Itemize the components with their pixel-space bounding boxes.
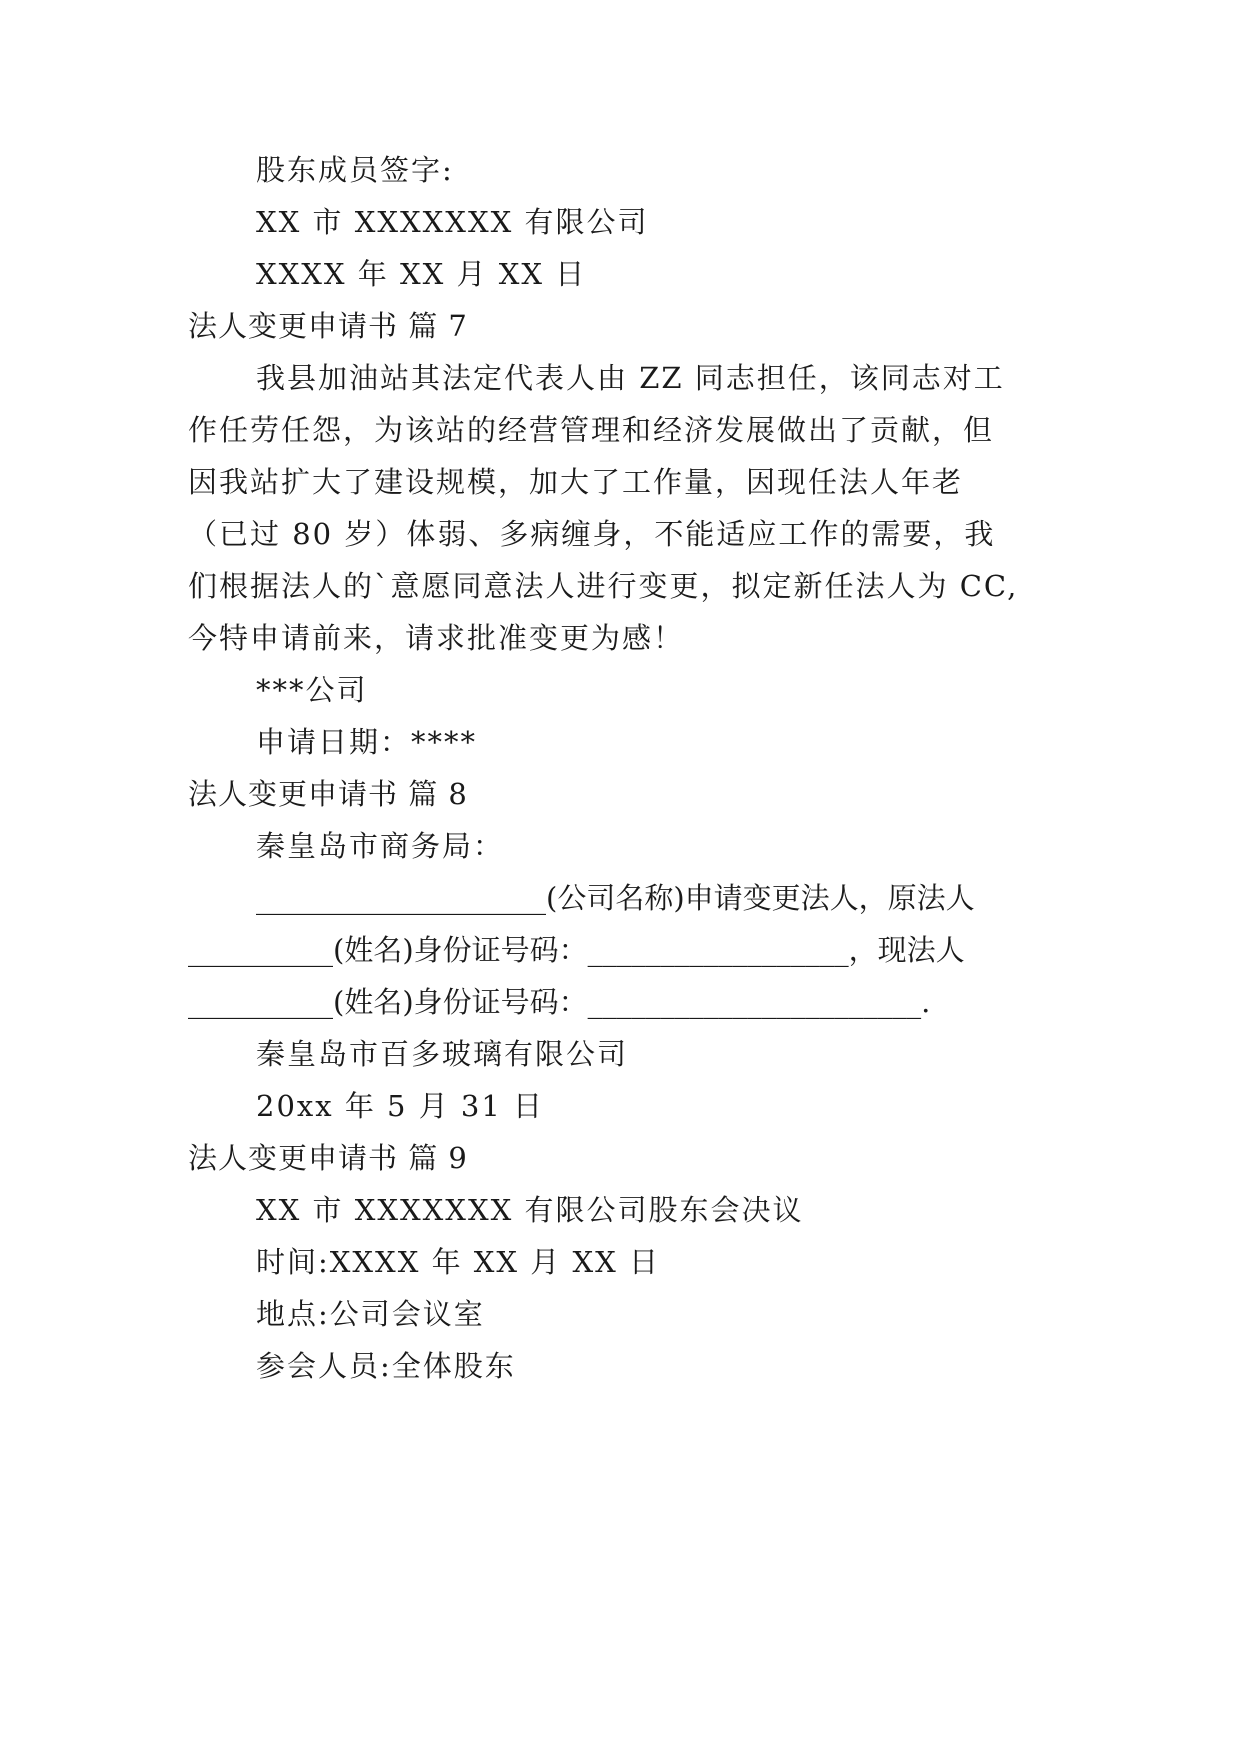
section-heading-9: 法人变更申请书 篇 9: [188, 1141, 468, 1175]
paragraph-line: （已过 80 岁）体弱、多病缠身，不能适应工作的需要，我: [188, 517, 996, 551]
paragraph-line: 因我站扩大了建设规模，加大了工作量，因现任法人年老: [188, 465, 964, 499]
company-name: ***公司: [256, 673, 368, 707]
form-line: __________(姓名)身份证号码：__________________，现法人: [188, 933, 965, 967]
paragraph-line: 我县加油站其法定代表人由 ZZ 同志担任，该同志对工: [256, 361, 1005, 395]
addressee: 秦皇岛市商务局：: [256, 829, 505, 863]
company-name: 秦皇岛市百多玻璃有限公司: [256, 1037, 629, 1071]
resolution-title: XX 市 XXXXXXX 有限公司股东会决议: [256, 1193, 804, 1227]
date-line: 20xx 年 5 月 31 日: [256, 1089, 545, 1123]
section-heading-7: 法人变更申请书 篇 7: [188, 309, 468, 343]
meeting-attendees: 参会人员:全体股东: [256, 1349, 516, 1383]
paragraph-line: 今特申请前来，请求批准变更为感！: [188, 621, 685, 655]
signature-label: 股东成员签字:: [256, 153, 454, 187]
form-line: __________(姓名)身份证号码：_______________________.: [188, 985, 931, 1019]
meeting-time: 时间:XXXX 年 XX 月 XX 日: [256, 1245, 661, 1279]
paragraph-line: 作任劳任怨，为该站的经营管理和经济发展做出了贡献，但: [188, 413, 995, 447]
date-line: XXXX 年 XX 月 XX 日: [256, 257, 587, 291]
application-date: 申请日期：****: [256, 725, 478, 759]
meeting-place: 地点:公司会议室: [256, 1297, 485, 1331]
form-line: ____________________(公司名称)申请变更法人，原法人: [256, 881, 975, 915]
section-heading-8: 法人变更申请书 篇 8: [188, 777, 468, 811]
paragraph-line: 们根据法人的`意愿同意法人进行变更，拟定新任法人为 CC,: [188, 569, 1019, 603]
company-name: XX 市 XXXXXXX 有限公司: [256, 205, 649, 239]
